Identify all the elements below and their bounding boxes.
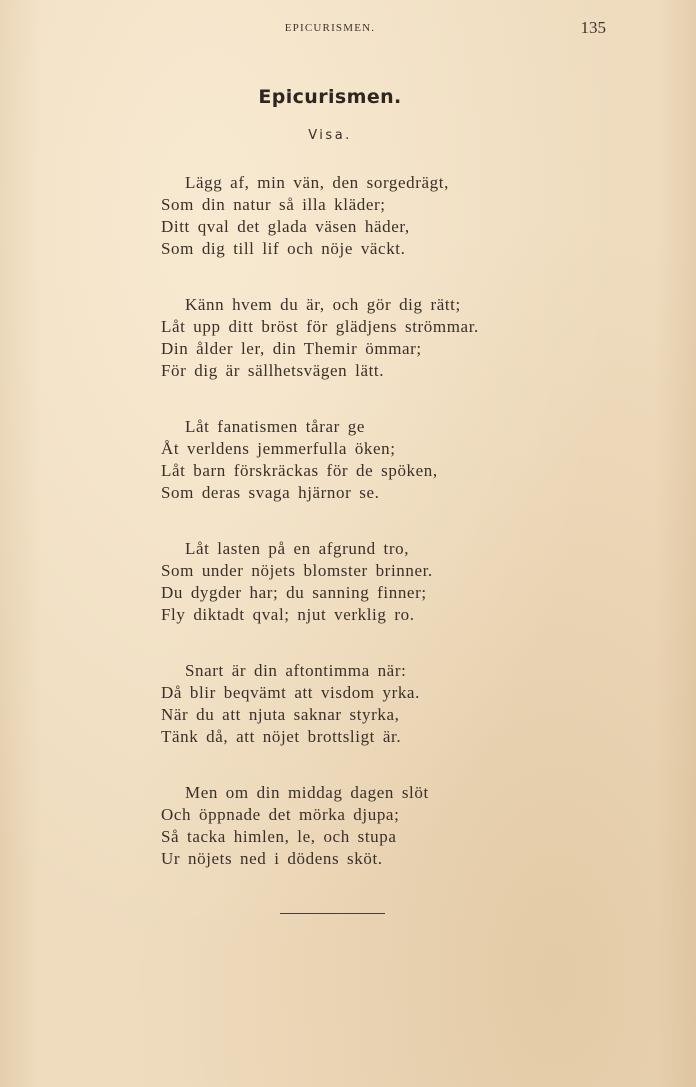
poem-line: Så tacka himlen, le, och stupa bbox=[161, 827, 397, 846]
stanza-2 bbox=[161, 294, 581, 382]
poem-line: Som din natur så illa kläder; bbox=[161, 195, 386, 214]
poem-line: Tänk då, att nöjet brottsligt är. bbox=[161, 727, 402, 746]
poem-line: Åt verldens jemmerfulla öken; bbox=[161, 439, 396, 458]
running-title: EPICURISMEN. bbox=[284, 22, 376, 34]
poem-line: Känn hvem du är, och gör dig rätt; bbox=[185, 295, 461, 314]
poem-line: Fly diktadt qval; njut verklig ro. bbox=[161, 605, 415, 624]
poem-line: Och öppnade det mörka djupa; bbox=[161, 805, 400, 824]
poem-subtitle: Visa. bbox=[308, 128, 352, 143]
poem-line: Ur nöjets ned i dödens sköt. bbox=[161, 849, 383, 868]
stanza-6 bbox=[161, 782, 581, 870]
poem-title: Epicurismen. bbox=[258, 86, 402, 108]
running-head bbox=[0, 18, 696, 40]
stanza-3 bbox=[161, 416, 581, 504]
poem-line: Lägg af, min vän, den sorgedrägt, bbox=[185, 173, 449, 192]
poem-line: Som deras svaga hjärnor se. bbox=[161, 483, 380, 502]
stanza-1 bbox=[161, 172, 581, 260]
poem-line: Snart är din aftontimma när: bbox=[185, 661, 407, 680]
poem-line: Din ålder ler, din Themir ömmar; bbox=[161, 339, 422, 358]
poem-line: För dig är sällhetsvägen lätt. bbox=[161, 361, 385, 380]
poem-line: Du dygder har; du sanning finner; bbox=[161, 583, 427, 602]
stanza-4 bbox=[161, 538, 581, 626]
poem-line: Låt upp ditt bröst för glädjens strömmar. bbox=[161, 317, 479, 336]
poem-line: Men om din middag dagen slöt bbox=[185, 783, 429, 802]
end-rule bbox=[280, 913, 385, 914]
poem-line: Då blir beqvämt att visdom yrka. bbox=[161, 683, 420, 702]
poem-line: Låt lasten på en afgrund tro, bbox=[185, 539, 410, 558]
poem-line: När du att njuta saknar styrka, bbox=[161, 705, 400, 724]
poem-line: Ditt qval det glada väsen häder, bbox=[161, 217, 410, 236]
poem-line: Låt fanatismen tårar ge bbox=[185, 417, 365, 436]
poem-line: Som under nöjets blomster brinner. bbox=[161, 561, 433, 580]
poem-line: Låt barn förskräckas för de spöken, bbox=[161, 461, 438, 480]
stanza-5 bbox=[161, 660, 581, 748]
page-number: 135 bbox=[580, 18, 606, 37]
poem-line: Som dig till lif och nöje väckt. bbox=[161, 239, 406, 258]
poem-body bbox=[161, 172, 581, 904]
